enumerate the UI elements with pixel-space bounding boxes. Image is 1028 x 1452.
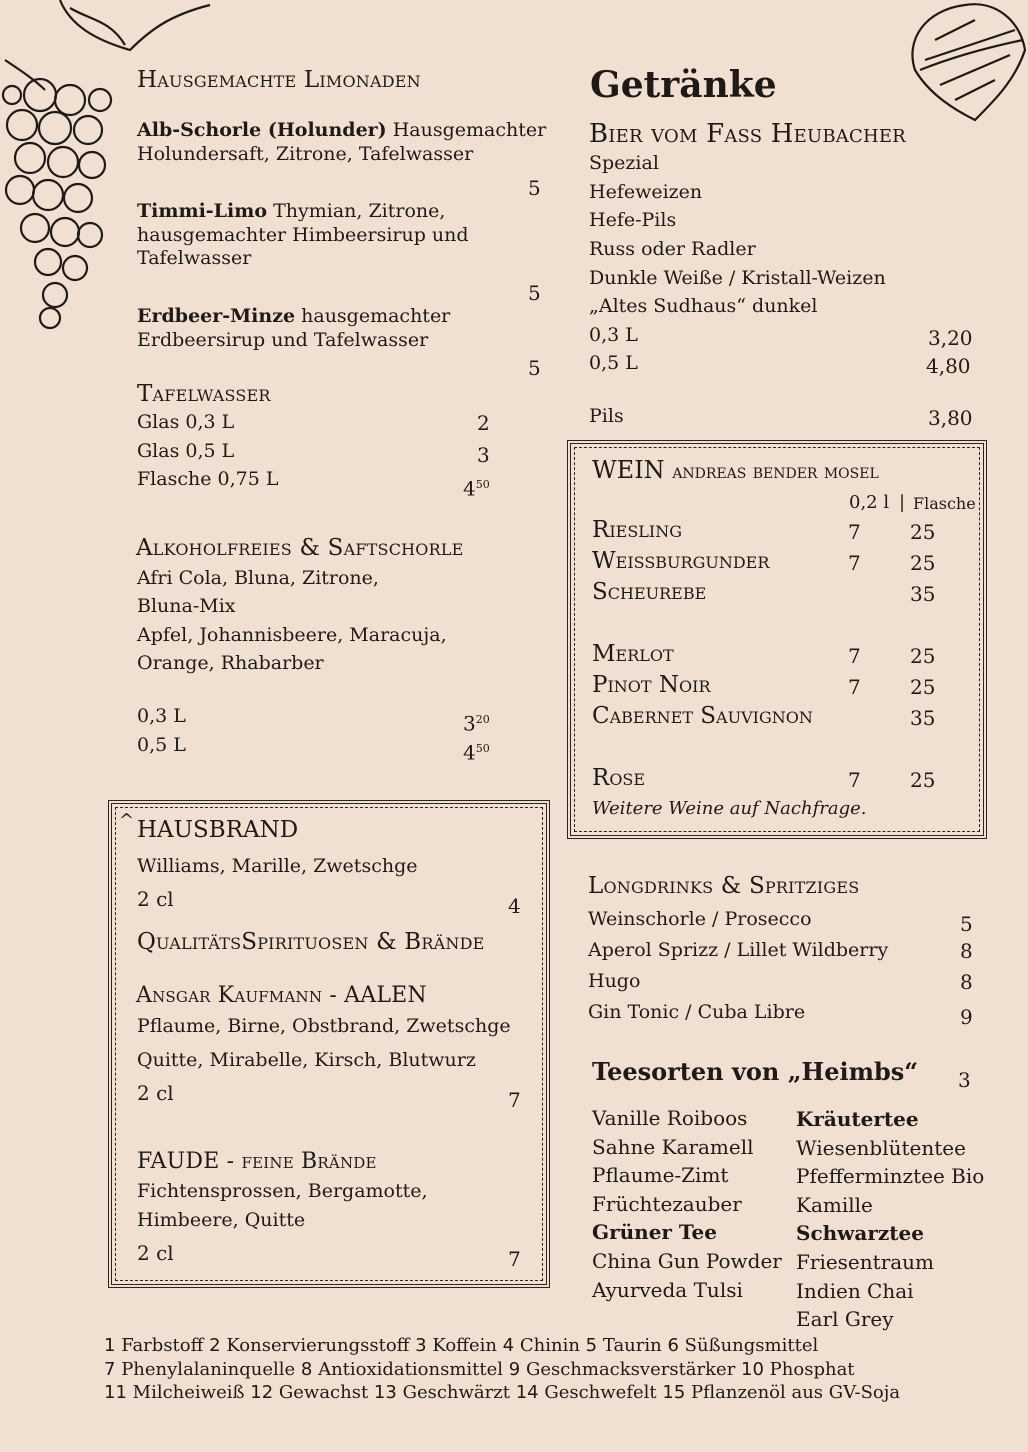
- footnote-text: Pflanzenöl aus GV-Soja: [691, 1382, 901, 1403]
- bier-heading: Bier vom Fass Heubacher: [589, 119, 906, 149]
- footnote-number: 7: [104, 1358, 122, 1380]
- footnote-text: Chinin: [519, 1335, 580, 1356]
- wine-glass-price: 7: [848, 675, 861, 699]
- faude-heading: FAUDE - feine Brände: [137, 1149, 377, 1174]
- saftschorle-row-label: 0,3 L: [137, 705, 186, 727]
- tee-item: Vanille Roiboos: [592, 1106, 748, 1130]
- bier-row-price: 4,80: [926, 354, 971, 378]
- kaufmann-heading: Ansgar Kaufmann - AALEN: [136, 983, 427, 1008]
- hausbrand-price: 4: [508, 894, 521, 918]
- bier-item: Hefe-Pils: [589, 209, 677, 231]
- wine-name: Rose: [592, 765, 646, 791]
- wine-name: Pinot Noir: [592, 672, 711, 698]
- footnote-text: Antioxidationsmittel: [318, 1358, 504, 1380]
- wine-bottle-price: 25: [910, 644, 936, 668]
- wine-bottle-price: 25: [910, 675, 936, 699]
- tafelwasser-row-label: Glas 0,3 L: [137, 411, 235, 433]
- tee-item: Sahne Karamell: [592, 1134, 754, 1159]
- bier-row-price: 3,20: [928, 326, 973, 350]
- tee-item: Früchtezauber: [592, 1191, 742, 1216]
- footnote-number: 10: [735, 1358, 770, 1380]
- tee-heading: Teesorten von „Heimbs“: [592, 1057, 919, 1086]
- item-price: 5: [528, 356, 541, 380]
- footnote-text: Phenylalaninquelle: [121, 1358, 296, 1380]
- kaufmann-size: 2 cl: [137, 1081, 174, 1105]
- wine-bottle-price: 25: [910, 768, 936, 792]
- footnote-number: 12: [244, 1382, 279, 1403]
- tafelwasser-row-label: Glas 0,5 L: [137, 440, 235, 462]
- bier-row-label: 0,5 L: [589, 352, 638, 374]
- footnote-number: 8: [295, 1358, 319, 1380]
- caret-mark: ^: [119, 810, 135, 831]
- tafelwasser-heading: Tafelwasser: [137, 381, 271, 407]
- bier-item: Russ oder Radler: [589, 238, 756, 260]
- hausbrand-items: Williams, Marille, Zwetschge: [137, 855, 418, 877]
- footnote-number: 13: [368, 1382, 403, 1403]
- footnote-text: Koffein: [432, 1335, 497, 1356]
- kaufmann-line: Quitte, Mirabelle, Kirsch, Blutwurz: [137, 1049, 476, 1071]
- pils-price: 3,80: [928, 406, 973, 430]
- item-name: Timmi-Limo: [137, 200, 268, 222]
- item-desc: Holundersaft, Zitrone, Tafelwasser: [137, 143, 474, 165]
- item-desc: Thymian, Zitrone,: [273, 200, 446, 222]
- wine-bottle-price: 25: [910, 520, 936, 544]
- quality-heading: QualitätsSpirituosen & Brände: [137, 929, 485, 955]
- tee-item: Kamille: [796, 1192, 873, 1217]
- longdrink-name: Aperol Sprizz / Lillet Wildberry: [588, 939, 889, 961]
- pils-label: Pils: [589, 405, 624, 427]
- wein-heading: [592, 456, 879, 484]
- footnotes: [104, 1334, 900, 1405]
- tee-list-left: [592, 1104, 782, 1304]
- item-price: 5: [528, 176, 541, 200]
- item-desc: hausgemachter: [301, 305, 451, 327]
- leaf-illustration: [895, 0, 1028, 130]
- kaufmann-price: 7: [508, 1088, 521, 1112]
- footnote-text: Gewachst: [278, 1382, 369, 1403]
- page-title: Getränke: [590, 64, 777, 106]
- longdrink-price: 8: [960, 970, 973, 994]
- footnote-number: 14: [509, 1382, 545, 1403]
- footnote-text: Farbstoff: [121, 1335, 204, 1356]
- tafelwasser-row-price: $4^{50}$: [463, 476, 490, 501]
- wine-name: Weissburgunder: [592, 548, 770, 574]
- item-name: Alb-Schorle (Holunder): [137, 119, 387, 141]
- saftschorle-heading: Alkoholfreies & Saftschorle: [136, 535, 464, 561]
- footnote-number: 15: [656, 1382, 691, 1403]
- footnote-text: Geschwärzt: [402, 1382, 510, 1403]
- longdrink-price: 8: [960, 939, 973, 963]
- tee-item: Ayurveda Tulsi: [592, 1277, 743, 1302]
- item-name: Erdbeer-Minze: [137, 305, 296, 327]
- longdrinks-heading: Longdrinks & Spritziges: [588, 873, 860, 899]
- tee-list-right: [796, 1105, 984, 1334]
- bier-item: Dunkle Weiße / Kristall-Weizen: [589, 267, 886, 289]
- faude-line: Himbeere, Quitte: [137, 1209, 306, 1231]
- kaufmann-line: Pflaume, Birne, Obstbrand, Zwetschge: [137, 1015, 511, 1037]
- saftschorle-row-label: 0,5 L: [137, 734, 186, 756]
- tafelwasser-row-price: 2: [477, 411, 490, 435]
- bier-row-label: 0,3 L: [589, 324, 638, 346]
- longdrink-name: Weinschorle / Prosecco: [588, 908, 812, 930]
- footnote-line: [104, 1358, 900, 1382]
- tee-item: Grüner Tee: [592, 1220, 717, 1245]
- wine-glass-price: 7: [848, 644, 861, 668]
- saftschorle-line: Afri Cola, Bluna, Zitrone,: [137, 567, 379, 589]
- footnote-line: [104, 1381, 900, 1405]
- wine-bottle-price: 35: [910, 582, 936, 606]
- longdrink-price: 9: [960, 1005, 973, 1029]
- tee-item: Pflaume-Zimt: [592, 1163, 729, 1188]
- footnote-number: 6: [661, 1335, 685, 1356]
- tee-price: 3: [958, 1068, 971, 1092]
- footnote-line: [104, 1334, 900, 1358]
- footnote-number: 5: [579, 1335, 603, 1356]
- footnote-text: Geschwefelt: [544, 1382, 657, 1403]
- footnote-number: 11: [104, 1382, 133, 1403]
- footnote-number: 9: [503, 1358, 526, 1380]
- saftschorle-line: Bluna-Mix: [137, 595, 236, 617]
- item-desc: hausgemachter Himbeersirup und: [137, 224, 469, 246]
- tee-item: Schwarztee: [796, 1221, 924, 1246]
- wine-col-sep: |: [899, 492, 906, 513]
- faude-price: 7: [508, 1247, 521, 1271]
- item-price: 5: [528, 281, 541, 305]
- wine-col-bottle: Flasche: [913, 494, 976, 513]
- wein-heading-main: WEIN: [592, 456, 665, 484]
- wine-name: Scheurebe: [592, 579, 707, 605]
- wine-glass-price: 7: [848, 520, 861, 544]
- longdrink-name: Gin Tonic / Cuba Libre: [588, 1001, 806, 1023]
- footnote-number: 4: [496, 1335, 520, 1356]
- bier-item: „Altes Sudhaus“ dunkel: [589, 295, 818, 317]
- faude-size: 2 cl: [137, 1241, 174, 1265]
- saftschorle-row-price: $4^{50}$: [463, 740, 490, 765]
- tee-item: Pfefferminztee Bio: [796, 1164, 985, 1189]
- tee-item: China Gun Powder: [592, 1248, 782, 1273]
- wine-glass-price: 7: [848, 551, 861, 575]
- wine-name: Riesling: [592, 517, 683, 543]
- wine-name: Cabernet Sauvignon: [592, 703, 813, 729]
- wine-glass-price: 7: [848, 768, 861, 792]
- grapes-illustration: [0, 0, 215, 335]
- saftschorle-line: Orange, Rhabarber: [137, 652, 324, 674]
- hausbrand-size: 2 cl: [137, 887, 174, 911]
- longdrink-price: 5: [960, 912, 973, 936]
- tee-item: Kräutertee: [796, 1107, 919, 1131]
- footnote-number: 1: [104, 1335, 122, 1356]
- footnote-text: Phosphat: [769, 1358, 855, 1380]
- longdrink-name: Hugo: [588, 970, 641, 992]
- tee-item: Earl Grey: [796, 1307, 894, 1332]
- tafelwasser-row-price: 3: [477, 443, 490, 467]
- tee-item: Friesentraum: [796, 1249, 935, 1274]
- item-desc: Erdbeersirup und Tafelwasser: [137, 329, 429, 351]
- item-desc: Tafelwasser: [137, 247, 252, 269]
- footnote-text: Milcheiweiß: [132, 1382, 245, 1403]
- wine-bottle-price: 35: [910, 706, 936, 730]
- wine-bottle-price: 25: [910, 551, 936, 575]
- bier-item: Spezial: [589, 152, 659, 174]
- wine-note: Weitere Weine auf Nachfrage.: [592, 798, 867, 819]
- tee-item: Indien Chai: [796, 1278, 914, 1303]
- wine-name: Merlot: [592, 641, 674, 667]
- tafelwasser-row-label: Flasche 0,75 L: [137, 468, 279, 490]
- footnote-number: 2: [203, 1335, 227, 1356]
- saftschorle-line: Apfel, Johannisbeere, Maracuja,: [137, 624, 447, 646]
- item-desc: Hausgemachter: [392, 119, 547, 141]
- footnote-text: Geschmacksverstärker: [525, 1358, 736, 1380]
- footnote-text: Süßungsmittel: [684, 1335, 819, 1356]
- saftschorle-row-price: $3^{20}$: [463, 711, 490, 736]
- wine-col-glass: 0,2 l: [849, 492, 890, 513]
- faude-line: Fichtensprossen, Bergamotte,: [137, 1180, 428, 1202]
- footnote-text: Taurin: [602, 1335, 662, 1356]
- hausbrand-heading: HAUSBRAND: [137, 817, 299, 843]
- tee-item: Wiesenblütentee: [796, 1135, 966, 1160]
- limonaden-heading: Hausgemachte Limonaden: [137, 67, 421, 93]
- footnote-text: Konservierungsstoff: [226, 1335, 410, 1356]
- bier-item: Hefeweizen: [589, 181, 703, 203]
- wein-heading-sub: andreas bender mosel: [672, 459, 879, 483]
- footnote-number: 3: [409, 1335, 433, 1356]
